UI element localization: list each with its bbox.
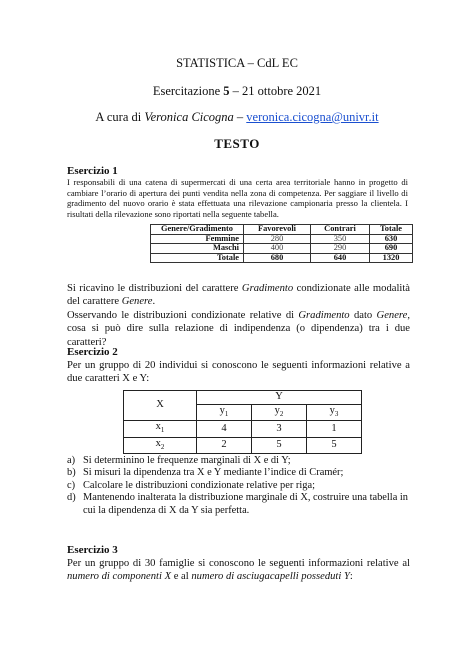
exercise-1-question-2	[67, 309, 410, 349]
list-item-label: b)	[67, 467, 76, 479]
text-run: , cosa si può dire sulla relazione di indipendenza (o dipendenza) tra i due caratteri?	[67, 310, 410, 348]
table-row	[151, 253, 413, 263]
table-row	[151, 244, 413, 254]
table-cell: 1320	[370, 253, 413, 263]
exercise-date: – 21 ottobre 2021	[229, 84, 322, 98]
exercise-3-title: Esercizio 3	[67, 544, 118, 556]
table-cell: 1	[307, 421, 362, 438]
exercise-2-table	[123, 390, 362, 454]
row-head-sub: 1	[160, 426, 165, 435]
text-run-italic: numero di asciugacapelli posseduti Y	[191, 571, 350, 583]
row-head-text: x	[155, 437, 161, 449]
exercise-1-table	[150, 224, 413, 263]
list-item-text: Calcolare le distribuzioni condizionate relative per riga;	[83, 479, 315, 491]
row-head-text: x	[155, 421, 161, 433]
table-cell: 630	[370, 234, 413, 244]
row-head	[124, 421, 197, 438]
text-run-italic: Genere	[121, 296, 153, 308]
text-run: Per un gruppo di 30 famiglie si conoscono le seguenti informazioni relative al	[67, 558, 410, 569]
list-item	[67, 467, 412, 479]
text-run: Osservando le distribuzioni condizionate relative di	[67, 310, 299, 321]
col-head-text: y	[219, 404, 225, 416]
author-name: Veronica Cicogna	[144, 110, 234, 124]
table-row	[124, 391, 362, 405]
column-variable-label: Y	[197, 391, 362, 405]
row-head	[124, 437, 197, 454]
row-head-sub: 2	[160, 442, 165, 451]
author-dash: –	[233, 110, 247, 124]
course-title: STATISTICA – CdL EC	[176, 56, 298, 70]
exercise-2-question-list	[67, 455, 412, 517]
list-item-label: c)	[67, 479, 76, 491]
text-run: :	[349, 571, 353, 583]
table-cell: 280	[244, 234, 311, 244]
exercise-1-question-1	[67, 282, 410, 309]
table-cell: 5	[307, 437, 362, 454]
exercise-3-text	[67, 557, 410, 584]
table-cell: 2	[197, 437, 252, 454]
exercise-2-text: Per un gruppo di 20 individui si conoscono le seguenti informazioni relative a due caratteri X e Y:	[67, 360, 410, 385]
text-run-italic: Gradimento	[298, 310, 350, 321]
table-header-cell: Contrari	[311, 225, 370, 235]
table-header-cell: Totale	[370, 225, 413, 235]
text-run: .	[152, 296, 156, 308]
list-item-text: Mantenendo inalterata la distribuzione marginale di X, costruire una tabella in cui la dipendenza di X da Y sia perfetta.	[83, 492, 408, 516]
table-cell: 690	[370, 244, 413, 254]
list-item-label: a)	[67, 455, 76, 466]
col-head-text: y	[329, 404, 335, 416]
col-head-sub: 1	[224, 409, 229, 418]
text-run: Si ricavino le distribuzioni del carattere	[67, 283, 242, 294]
table-cell: 680	[244, 253, 311, 263]
table-cell: 640	[311, 253, 370, 263]
table-header-cell: Genere/Gradimento	[151, 225, 244, 235]
text-run-italic: numero di componenti X	[67, 571, 172, 583]
list-item	[67, 492, 412, 517]
list-item	[67, 480, 412, 492]
table-cell: 290	[311, 244, 370, 254]
section-title: TESTO	[214, 136, 260, 151]
list-item-text: Si determinino le frequenze marginali di X e di Y;	[83, 455, 291, 466]
text-run-italic: Gradimento	[241, 283, 294, 294]
column-head	[252, 404, 307, 421]
table-row	[124, 421, 362, 438]
list-item-text: Si misuri la dipendenza tra X e Y mediante l’indice di Cramér;	[83, 467, 344, 479]
exercise-prefix: Esercitazione	[152, 84, 224, 98]
exercise-2-title: Esercizio 2	[67, 346, 118, 358]
table-cell: 4	[197, 421, 252, 438]
column-head	[197, 404, 252, 421]
col-head-sub: 2	[279, 409, 284, 418]
text-run: condizionate alle modalità del carattere	[67, 283, 410, 308]
author-email-link[interactable]: veronica.cicogna@univr.it	[246, 110, 379, 124]
author-line	[0, 110, 474, 125]
col-head-sub: 3	[334, 409, 339, 418]
table-row	[124, 437, 362, 454]
row-label: Totale	[151, 253, 244, 263]
table-header-cell: Favorevoli	[244, 225, 311, 235]
row-label: Maschi	[151, 244, 244, 254]
table-header-row	[151, 225, 413, 235]
curated-prefix: A cura di	[95, 110, 145, 124]
exercise-1-title: Esercizio 1	[67, 165, 118, 177]
col-head-text: y	[274, 404, 280, 416]
text-run-italic: Genere	[376, 310, 408, 321]
list-item	[67, 455, 412, 467]
table-cell: 350	[311, 234, 370, 244]
row-variable-label: X	[124, 391, 197, 421]
table-cell: 5	[252, 437, 307, 454]
exercise-line	[0, 84, 474, 99]
exercise-number: 5	[223, 84, 230, 98]
exercise-1-text: I responsabili di una catena di supermercati di una certa area territoriale hanno in progetto di cambiare l’orario di apertura dei punti vendita nella zona di competenza. Per saggiare il livello di gradimento del nuovo orario è stata effettuata una rilevazione campionaria presso la clientela. I risultati della rilevazione sono riportati nella seguente tabella.	[67, 177, 408, 219]
row-label: Femmine	[151, 234, 244, 244]
column-head	[307, 404, 362, 421]
table-cell: 400	[244, 244, 311, 254]
table-cell: 3	[252, 421, 307, 438]
list-item-label: d)	[67, 492, 76, 504]
text-run: dato	[349, 310, 377, 321]
text-run: e al	[171, 571, 192, 583]
